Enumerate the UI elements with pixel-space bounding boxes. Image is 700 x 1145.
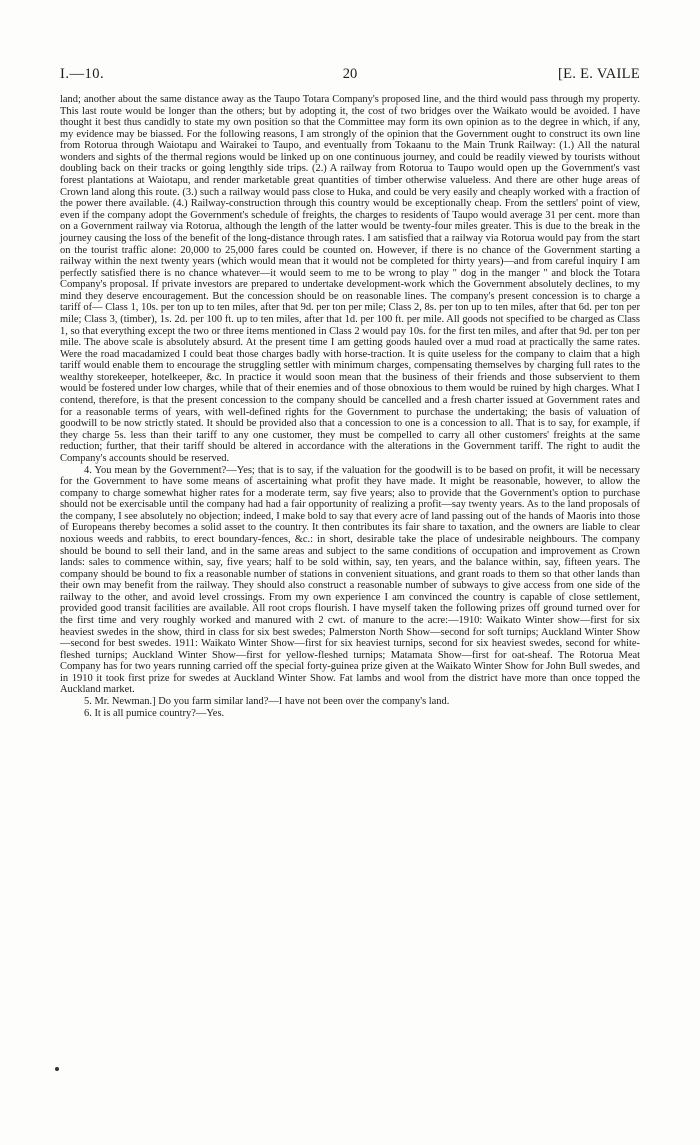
evidence-text (60, 94, 640, 719)
page-number: 20 (342, 66, 358, 82)
witness-name: [E. E. VAILE (558, 66, 640, 82)
running-header (60, 66, 640, 88)
paper-reference: I.—10. (60, 66, 105, 82)
paragraph-question-5: 5. Mr. Newman.] Do you farm similar land?—I have not been over the company's land. (84, 696, 450, 708)
paragraph-question-4: 4. You mean by the Government?—Yes; that is to say, if the valuation for the goodwill is to be based on profit, it will be necessary for the Government to have some means of ascertaining what profit they have made. It might be reasonable, however, to allow the company to charge somewhat higher rates for a moderate term, say five years; also to provide that the Government's option to purchase should not be exercisable until the company had had a fair opportunity of realizing a profit—say twenty years. As to the land proposals of the company, I see absolutely no objection; indeed, I make bold to say that every acre of land passing out of the hands of Maoris into those of Europeans thereby becomes a solid asset to the country. It then contributes its fair share to taxation, and the owners are liable to clear noxious weeds and rabbits, to erect boundary-fences, &c.: in short, desirable take the place of undesirable neighbours. The company should be bound to sell their land, and in the same areas and subject to the same conditions of occupation and improvement as Crown lands: sales to commence within, say, five years; half to be sold within, say, ten years, and the balance within, say, fifteen years. The company should be bound to fix a reasonable number of stations in convenient situations, and grant roads to them so that other lands than their own may benefit from the railway. They should also construct a reasonable number of subways to give access from one side of the railway to the other, and avoid level crossings. From my own experience I am convinced the country is capable of close settlement, provided good transit facilities are available. All root crops flourish. I have myself taken the following prizes off ground turned over for the first time and very roughly worked and manured with 2 cwt. of manure to the acre:—1910: Waikato Winter show—first for six heaviest swedes in the show, third in class for six best swedes; Palmerston North Show—second for soft turnips; Auckland Winter Show—second for best swedes. 1911: Waikato Winter Show—first for six heaviest turnips, second for six heaviest swedes, second for white-fleshed turnips; Auckland Winter Show—first for yellow-fleshed turnips; Matamata Show—first for oat-sheaf. The Rotorua Meat Company has for two years running carried off the special forty-guinea prize given at the Waikato Winter Show for John Bull swedes, and in 1910 it took first prize for swedes at Auckland Winter Show. Fat lambs and wool from the district have more than once topped the Auckland market. (60, 464, 640, 696)
paragraph-question-6: 6. It is all pumice country?—Yes. (84, 707, 225, 719)
margin-mark (55, 1067, 59, 1071)
paragraph-evidence-continued: land; another about the same distance away as the Taupo Totara Company's proposed line, and the third would pass through my property. This last route would be longer than the others; but by adopting it, the cost of two bridges over the Waikato would be avoided. I have thought it best thus candidly to state my own position so that the Committee may form its own opinion as to the degree in which, if any, my evidence may be biassed. For the following reasons, I am strongly of the opinion that the Government ought to construct its own line from Rotorua through Waiotapu and Wairakei to Taupo, and eventually from Tokaanu to the Main Trunk Railway: (1.) All the natural wonders and sights of the thermal regions would be linked up on one continuous journey, and could be readily viewed by tourists without doubling back on their tracks or going lengthly side trips. (2.) A railway from Rotorua to Taupo would open up the Government's vast forest plantations at Waiotapu, and render marketable great quantities of timber otherwise valueless. And there are other huge areas of Crown land along this route. (3.) such a railway would pass close to Huka, and could be very easily and cheaply worked with a fraction of the power there available. (4.) Railway-construction through this country would be exceptionally cheap. From the settlers' point of view, even if the company adopt the Government's schedule of freights, the charges to residents of Taupo would average 31 per cent. more than on a Government railway via Rotorua, although the length of the latter would be twenty-four miles greater. This is due to the break in the journey causing the loss of the benefit of the long-distance through rates. I am satisfied that a railway via Rotorua would pay from the start on the tourist traffic alone: 20,000 to 25,000 fares could be counted on. However, if there is no chance of the Government starting a railway within the next twenty years (which would mean that it would not be completed for thirty years)—and from careful inquiry I am perfectly satisfied there is no chance whatever—it would seem to me to be wrong to play " dog in the manger " and block the Totara Company's proposal. If private investors are prepared to undertake development-work which the Government absolutely declines, to my mind they deserve encouragement. But the concession should be on reasonable lines. The company's present concession is to charge a tariff of— Class 1, 10s. per ton up to ten miles, after that 9d. per ton per mile; Class 2, 8s. per ton up to ten miles, after that 6d. per ton per mile; Class 3, (timber), 1s. 2d. per 100 ft. up to ten miles, after that 1d. per 100 ft. per mile. All goods not specified to be charged as Class 1, so that everything except the two or three items mentioned in Class 2 would pay 10s. for the first ten miles, and after that 9d. per ton per mile. The above scale is absolutely absurd. At the present time I am getting goods hauled over a mud road at practically the same rates. Were the road macadamized I could beat those charges badly with horse-traction. It is quite useless for the company to claim that a high tariff would enable them to encourage the struggling settler with minimum charges, compensating themselves by charging full rates to the wealthy storekeeper, hotelkeeper, &c. In practice it would soon mean that the business of their friends and those subservient to them would be fostered under low charges, while that of their enemies and of those obnoxious to them would be ruined by high charges. What I contend, therefore, is that the present concession to the company should be cancelled and a fresh charter issued at Government rates and for a reasonable terms of years, with well-defined rights for the Government to purchase the undertaking; the basis of valuation of goodwill to be now strictly stated. It should be provided also that a concession to one is a concession to all. That is to say, for example, if they charge 5s. less than their tariff to any one customer, they must be compelled to carry all other customers' freights at the same reduction; further, that their tariff should be altered in accordance with the alterations in the Government tariff. The right to audit the Company's accounts should be reserved. (60, 94, 640, 464)
